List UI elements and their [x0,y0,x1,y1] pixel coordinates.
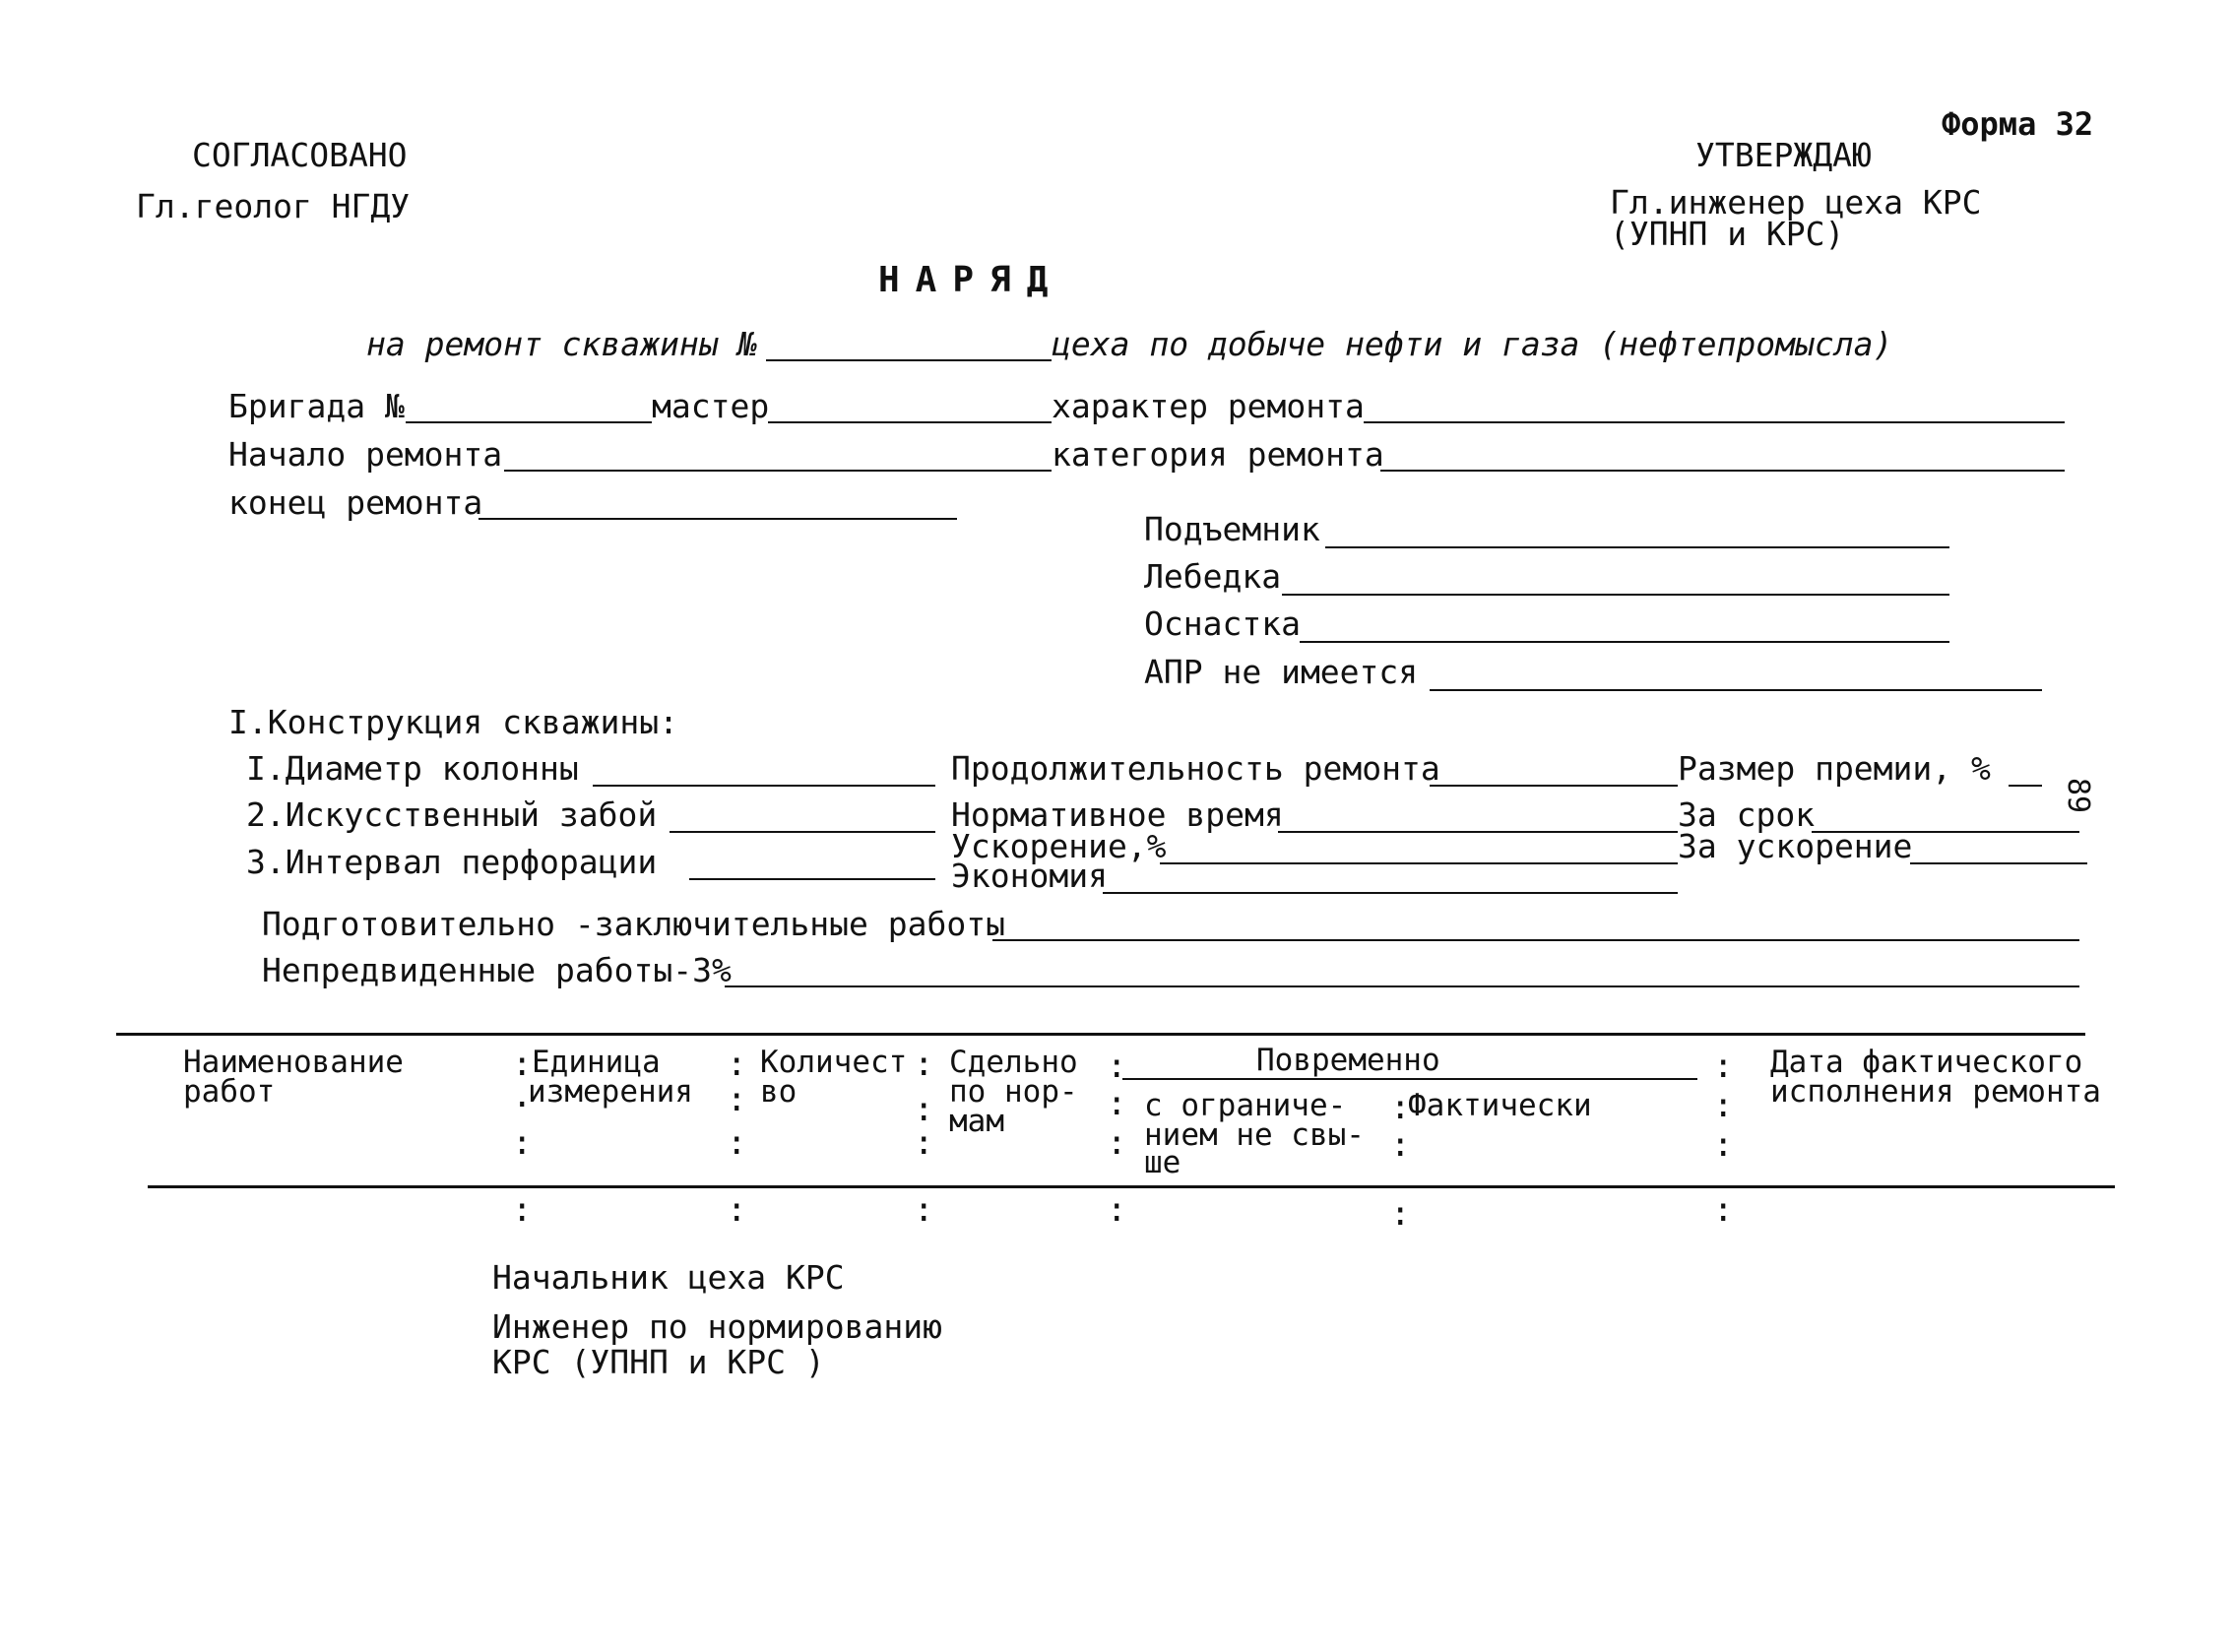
rigging-label: Оснастка [1144,604,1301,643]
repair-end-line[interactable] [479,518,957,520]
col-limited-1: с ограниче- [1144,1088,1347,1123]
col-sep: : [914,1045,934,1084]
agreed-by: Гл.геолог НГДУ [136,187,411,225]
col-work-name-1: Наименование [183,1045,404,1080]
acceleration-label: Ускорение,% [951,827,1167,865]
perforation-interval-line[interactable] [689,878,935,880]
lifter-label: Подъемник [1144,510,1320,548]
col-sep: : [512,1045,533,1084]
construction-heading: I.Конструкция скважины: [228,703,678,741]
col-sep: : [512,1190,533,1230]
col-work-name-2: работ [183,1074,276,1110]
col-sep: : [1390,1088,1411,1127]
repair-nature-label: характер ремонта [1052,387,1365,425]
apr-line[interactable] [1430,689,2042,691]
col-sep: : [914,1190,934,1230]
repair-start-label: Начало ремонта [228,435,503,474]
col-unit-1: Единица [532,1045,661,1080]
page-title: НАРЯД [878,260,1064,300]
col-sep: : [512,1123,533,1163]
repair-category-line[interactable] [1380,470,2065,472]
approved-by-line2: (УПНП и КРС) [1610,215,1845,253]
col-actual: Фактически [1408,1088,1592,1123]
col-sep: : [914,1123,934,1163]
col-qty-1: Количест [760,1045,908,1080]
normative-time-line[interactable] [1278,831,1678,833]
brigade-label: Бригада № [228,387,405,425]
page-number: 89 [2061,777,2096,814]
winch-label: Лебедка [1144,557,1282,596]
col-sep: : [727,1123,747,1163]
col-sep: : [1713,1190,1734,1230]
col-qty-2: во [760,1074,798,1110]
column-diameter-line[interactable] [593,785,935,787]
duration-label: Продолжительность ремонта [951,749,1440,788]
repair-nature-line[interactable] [1364,421,2065,423]
apr-label: АПР не имеется [1144,653,1419,691]
bonus-size-line[interactable] [2009,785,2042,787]
col-piece-2: по нор- [949,1074,1078,1110]
col-limited-3: ше [1144,1145,1181,1180]
col-sep: : [1107,1047,1127,1086]
col-sep: : [727,1190,747,1230]
signature-head: Начальник цеха КРС [492,1258,845,1297]
rigging-line[interactable] [1300,641,1949,643]
economy-line[interactable] [1103,892,1678,894]
col-sep: : [1713,1086,1734,1125]
approved-by-line1: Гл.инженер цеха КРС [1610,183,1982,222]
acceleration-line[interactable] [1160,862,1678,864]
brigade-line[interactable] [406,421,652,423]
col-sep: : [727,1080,747,1119]
signature-engineer-2: КРС (УПНП и КРС ) [492,1343,825,1381]
normative-time-label: Нормативное время [951,795,1284,834]
subtitle-suffix: цеха по добыче нефти и газа (нефтепромысла) [1052,325,1893,363]
master-label: мастер [652,387,770,425]
economy-label: Экономия [951,857,1108,895]
master-line[interactable] [768,421,1052,423]
table-header-rule [148,1185,2115,1188]
signature-engineer-1: Инженер по нормированию [492,1307,942,1346]
col-piece-1: Сдельно [949,1045,1078,1080]
winch-line[interactable] [1282,594,1949,596]
bonus-acceleration-line[interactable] [1910,862,2087,864]
col-sep: : [727,1045,747,1084]
lifter-line[interactable] [1325,546,1949,548]
unforeseen-work-label: Непредвиденные работы-3% [262,951,732,989]
unforeseen-work-line[interactable] [725,985,2079,987]
col-sep: : [1390,1194,1411,1234]
artificial-bottom-label: 2.Искусственный забой [246,795,658,834]
col-sep: : [1713,1047,1734,1086]
prep-work-line[interactable] [992,939,2079,941]
col-sep: : [1390,1125,1411,1165]
col-date-1: Дата фактического [1770,1045,2083,1080]
approved-title: УТВЕРЖДАЮ [1695,136,1872,174]
well-number-line[interactable] [766,359,1052,361]
bonus-acceleration-label: За ускорение [1678,827,1913,865]
col-time-based: Повременно [1256,1043,1440,1078]
col-unit-2: измерения [528,1074,693,1110]
column-diameter-label: I.Диаметр колонны [246,749,579,788]
subtitle-prefix: на ремонт скважины № [366,325,758,363]
form-number: Форма 32 [1942,105,2094,143]
col-sep: : [1107,1123,1127,1163]
time-based-rule [1122,1078,1697,1080]
col-sep: : [1713,1125,1734,1165]
repair-end-label: конец ремонта [228,483,483,522]
col-sep: : [914,1090,934,1129]
table-top-rule [116,1033,2085,1036]
col-limited-2: нием не свы- [1144,1117,1365,1153]
col-date-2: исполнения ремонта [1770,1074,2101,1110]
perforation-interval-label: 3.Интервал перфорации [246,843,658,881]
prep-work-label: Подготовительно -заключительные работы [262,905,1005,943]
agreed-title: СОГЛАСОВАНО [192,136,408,174]
bonus-term-label: За срок [1678,795,1816,834]
col-sep: : [1107,1190,1127,1230]
col-sep: : [1107,1084,1127,1123]
duration-line[interactable] [1430,785,1678,787]
repair-category-label: категория ремонта [1052,435,1384,474]
col-sep: . [512,1076,533,1115]
bonus-size-label: Размер премии, % [1678,749,1991,788]
col-piece-3: мам [949,1104,1004,1139]
repair-start-line[interactable] [504,470,1052,472]
artificial-bottom-line[interactable] [670,831,935,833]
